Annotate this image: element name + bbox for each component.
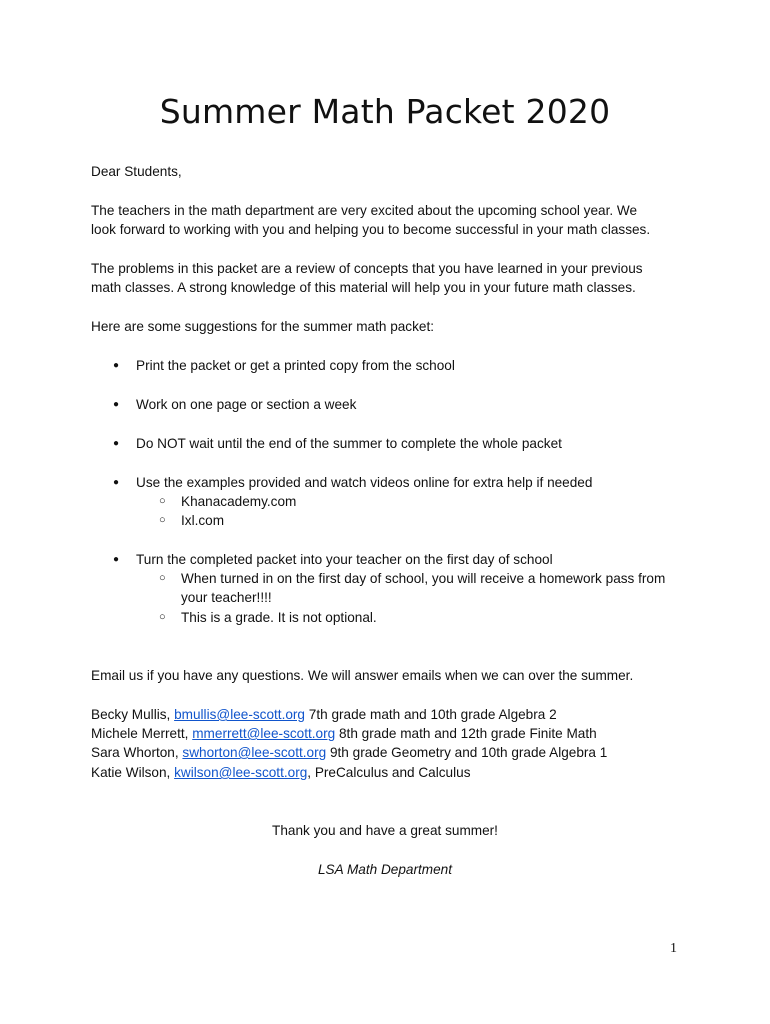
contact-row [91, 763, 471, 782]
bullet-icon: ● [113, 360, 120, 371]
sub-bullet-icon: ○ [159, 572, 166, 584]
email-note: Email us if you have any questions. We will answer emails when we can over the summer. [91, 668, 634, 683]
review-line-2: math classes. A strong knowledge of this material will help you in your future math classes. [91, 280, 636, 295]
list-item: Do NOT wait until the end of the summer to complete the whole packet [136, 436, 562, 451]
bullet-icon: ● [113, 399, 120, 410]
contact-role: 9th grade Geometry and 10th grade Algebra 1 [326, 745, 608, 760]
contact-role: 7th grade math and 10th grade Algebra 2 [305, 707, 557, 722]
contact-name: Becky Mullis, [91, 707, 175, 722]
signature: LSA Math Department [318, 862, 452, 877]
closing-line: Thank you and have a great summer! [272, 823, 498, 838]
contact-name: Katie Wilson, [91, 765, 175, 780]
list-item: Use the examples provided and watch videos online for extra help if needed [136, 475, 593, 490]
contact-row [91, 743, 607, 762]
page-title: Summer Math Packet 2020 [159, 92, 611, 131]
sub-list-item-continuation: your teacher!!!! [181, 590, 272, 605]
sub-list-item: When turned in on the first day of school, you will receive a homework pass from [181, 571, 666, 586]
review-line-1: The problems in this packet are a review of concepts that you have learned in your previous [91, 261, 643, 276]
sub-bullet-icon: ○ [159, 495, 166, 507]
bullet-icon: ● [113, 554, 120, 565]
list-item: Turn the completed packet into your teacher on the first day of school [136, 552, 553, 567]
bullet-icon: ● [113, 477, 120, 488]
sub-list-item: Khanacademy.com [181, 494, 297, 509]
intro-line-1: The teachers in the math department are very excited about the upcoming school year. We [91, 203, 638, 218]
contact-role: , PreCalculus and Calculus [307, 765, 471, 780]
bullet-icon: ● [113, 438, 120, 449]
suggestions-intro: Here are some suggestions for the summer math packet: [91, 319, 435, 334]
sub-list-item: Ixl.com [181, 513, 225, 528]
contact-name: Michele Merrett, [91, 726, 193, 741]
email-link[interactable]: swhorton@lee-scott.org [182, 745, 327, 760]
list-item: Print the packet or get a printed copy from the school [136, 358, 455, 373]
page-number: 1 [670, 941, 677, 956]
email-link[interactable]: bmullis@lee-scott.org [174, 707, 305, 722]
sub-bullet-icon: ○ [159, 611, 166, 623]
sub-list-item: This is a grade. It is not optional. [181, 610, 377, 625]
intro-line-2: look forward to working with you and helping you to become successful in your math classes. [91, 222, 651, 237]
contact-role: 8th grade math and 12th grade Finite Math [335, 726, 597, 741]
contact-row [91, 724, 597, 743]
email-link[interactable]: mmerrett@lee-scott.org [192, 726, 336, 741]
contact-name: Sara Whorton, [91, 745, 183, 760]
greeting: Dear Students, [91, 164, 182, 179]
sub-bullet-icon: ○ [159, 514, 166, 526]
contact-row [91, 705, 557, 724]
email-link[interactable]: kwilson@lee-scott.org [174, 765, 308, 780]
list-item: Work on one page or section a week [136, 397, 357, 412]
